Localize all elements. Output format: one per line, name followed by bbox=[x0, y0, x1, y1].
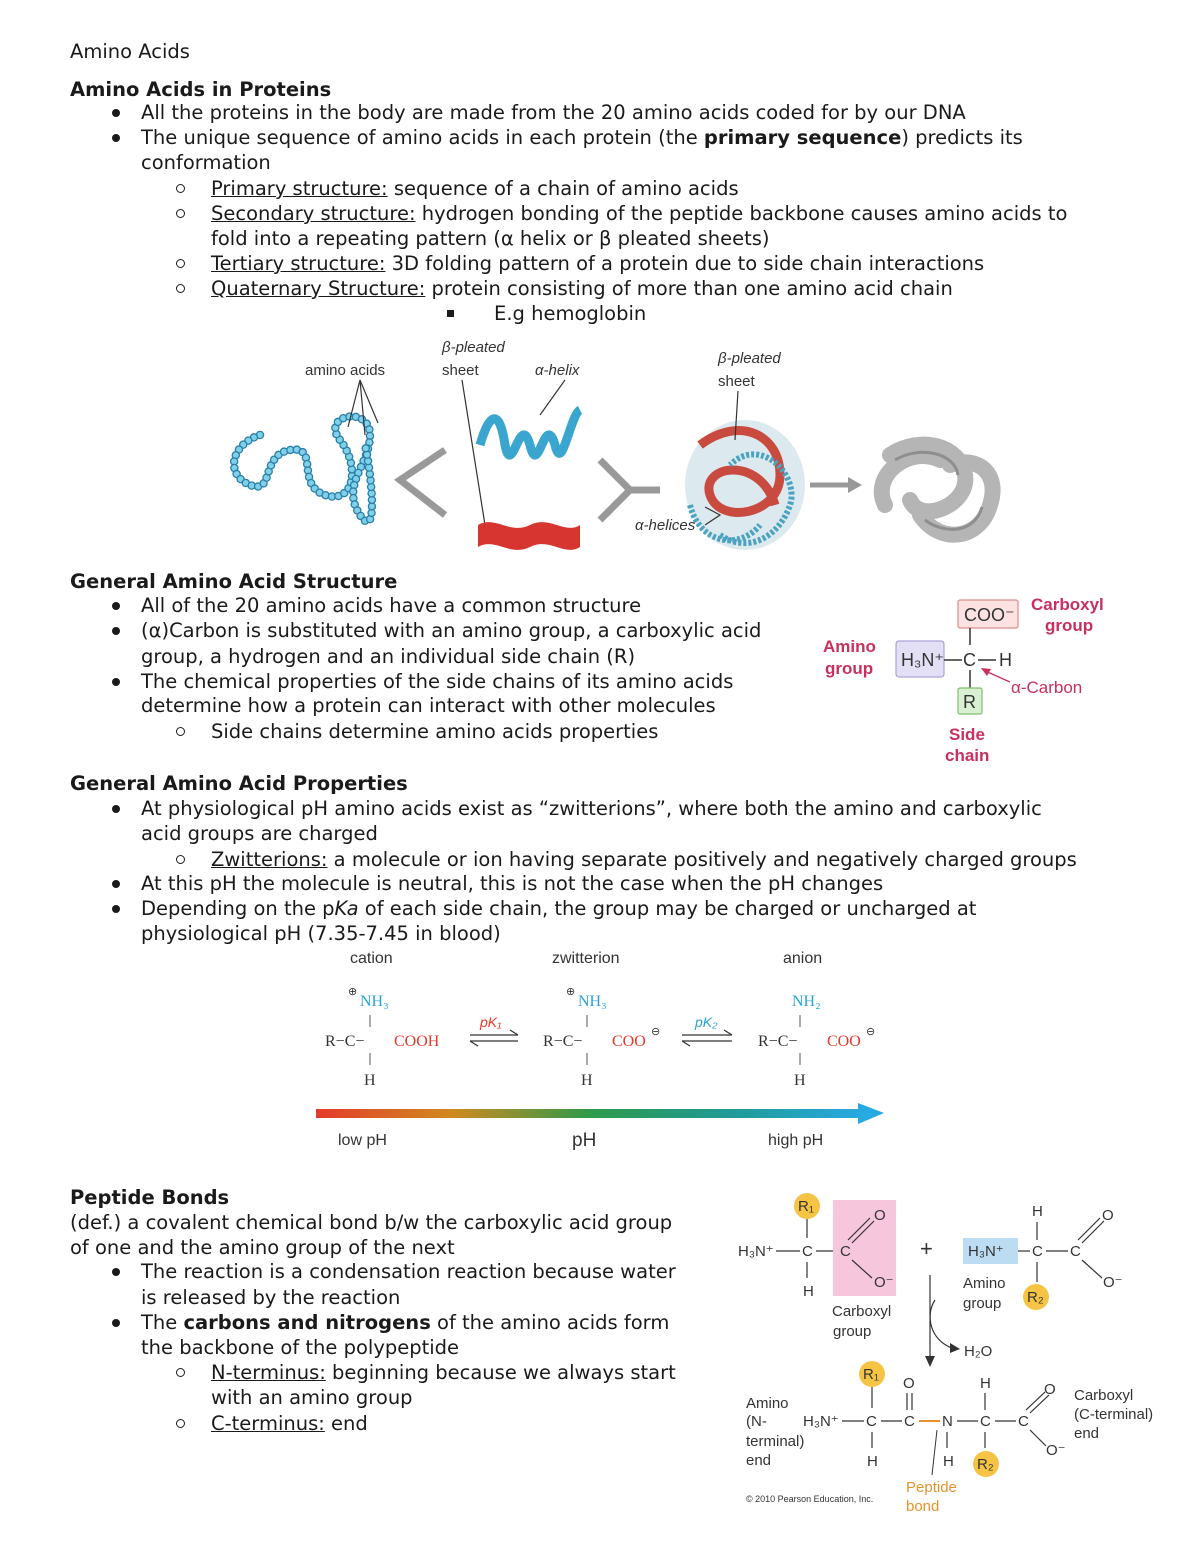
sub-item: Secondary structure: hydrogen bonding of the peptide backbone causes amino acids to bbox=[211, 202, 1068, 225]
svg-text:C: C bbox=[1032, 1243, 1043, 1260]
copyright-label: © 2010 Pearson Education, Inc. bbox=[746, 1494, 874, 1504]
list-item-cont: conformation bbox=[141, 151, 271, 174]
h-label: H bbox=[999, 650, 1012, 670]
svg-text:H: H bbox=[803, 1283, 814, 1300]
alpha-carbon-symbol: C bbox=[963, 650, 976, 670]
list-item: The reaction is a condensation reaction because water bbox=[141, 1260, 676, 1283]
bullet bbox=[112, 1319, 120, 1327]
svg-text:H: H bbox=[1032, 1203, 1043, 1220]
amino-acid-bead bbox=[362, 445, 369, 452]
anion-nh2: NH₂ bbox=[792, 993, 821, 1010]
carboxyl-group-label-2: group bbox=[833, 1323, 872, 1340]
amino-end-label-4: end bbox=[746, 1452, 772, 1469]
zwitterion-h: H bbox=[581, 1072, 593, 1089]
h2o-label: H₂O bbox=[964, 1343, 993, 1360]
r1-label-top: R₁ bbox=[798, 1198, 814, 1215]
ph-gradient-bar bbox=[316, 1109, 861, 1118]
zwitterion-rc: R−C− bbox=[543, 1033, 583, 1050]
anion-h: H bbox=[794, 1072, 806, 1089]
h3n-dipeptide: H₃N⁺ bbox=[803, 1413, 839, 1430]
sub-bullet bbox=[176, 184, 185, 193]
peptide-bond-figure bbox=[730, 1190, 1170, 1520]
alpha-helix-label: α-helix bbox=[535, 362, 580, 379]
side-chain-label-2: chain bbox=[945, 746, 990, 765]
carboxyl-label-1: Carboxyl bbox=[1031, 595, 1104, 614]
svg-text:C: C bbox=[1018, 1413, 1029, 1430]
svg-text:⊖: ⊖ bbox=[651, 1026, 661, 1038]
high-ph-label: high pH bbox=[768, 1132, 824, 1149]
h3n-second: H₃N⁺ bbox=[968, 1243, 1004, 1260]
amino-end-label-3: terminal) bbox=[746, 1433, 805, 1450]
sub-item: Side chains determine amino acids properties bbox=[211, 720, 659, 743]
svg-text:⊕: ⊕ bbox=[566, 986, 576, 998]
h3n-first: H₃N⁺ bbox=[738, 1243, 774, 1260]
carboxyl-end-label-1: Carboxyl bbox=[1074, 1387, 1134, 1404]
amino-acids-label: amino acids bbox=[305, 362, 386, 379]
section-heading-proteins: Amino Acids in Proteins bbox=[70, 78, 332, 101]
section-heading-properties: General Amino Acid Properties bbox=[70, 772, 408, 795]
beta-sheet-shape bbox=[478, 522, 580, 550]
bullet bbox=[112, 109, 120, 117]
beta-label-1b: sheet bbox=[442, 362, 479, 379]
list-item-cont: is released by the reaction bbox=[141, 1286, 401, 1309]
low-ph-label: low pH bbox=[338, 1132, 387, 1149]
sub-item: Tertiary structure: 3D folding pattern of a protein due to side chain interactions bbox=[211, 252, 985, 275]
list-item: All of the 20 amino acids have a common structure bbox=[141, 594, 642, 617]
alpha-helices-label: α-helices bbox=[635, 517, 696, 534]
coo-label: COO⁻ bbox=[964, 605, 1015, 625]
amino-label-1: Amino bbox=[823, 637, 876, 656]
beta-label-2b: sheet bbox=[718, 373, 755, 390]
list-item: The chemical properties of the side chains of its amino acids bbox=[141, 670, 734, 693]
carboxyl-label-2: group bbox=[1045, 616, 1094, 635]
zwitterion-coo: COO bbox=[612, 1033, 646, 1050]
amino-group-label-1: Amino bbox=[963, 1275, 1006, 1292]
list-item: The carbons and nitrogens of the amino acids form bbox=[141, 1311, 670, 1334]
amino-end-label-1: Amino bbox=[746, 1395, 789, 1412]
definition-line: (def.) a covalent chemical bond b/w the carboxylic acid group bbox=[70, 1211, 673, 1234]
pk2-label: pK₂ bbox=[695, 1014, 718, 1030]
list-item-cont: physiological pH (7.35-7.45 in blood) bbox=[141, 922, 501, 945]
section-heading-structure: General Amino Acid Structure bbox=[70, 570, 398, 593]
cation-nh3: NH₃ bbox=[360, 993, 389, 1010]
sub-item: Quaternary Structure: protein consisting of more than one amino acid chain bbox=[211, 277, 953, 300]
ph-forms-figure bbox=[310, 943, 900, 1153]
svg-text:C: C bbox=[1070, 1243, 1081, 1260]
side-chain-label-1: Side bbox=[949, 725, 985, 744]
h3n-label: H₃N⁺ bbox=[901, 650, 944, 670]
sub-bullet bbox=[176, 855, 185, 864]
svg-text:⊕: ⊕ bbox=[348, 986, 358, 998]
svg-text:O⁻: O⁻ bbox=[1103, 1274, 1123, 1291]
list-item: At this pH the molecule is neutral, this is not the case when the pH changes bbox=[141, 872, 884, 895]
anion-rc: R−C− bbox=[758, 1033, 798, 1050]
svg-text:N: N bbox=[942, 1413, 953, 1430]
sub-item: Zwitterions: a molecule or ion having separate positively and negatively charged groups bbox=[211, 848, 1077, 871]
r2-label-top: R₂ bbox=[1027, 1289, 1044, 1306]
r1-label-bottom: R₁ bbox=[863, 1366, 879, 1383]
amino-end-label-2: (N- bbox=[746, 1413, 767, 1430]
zwitterion-nh3: NH₃ bbox=[578, 993, 607, 1010]
sub-item: N-terminus: beginning because we always start bbox=[211, 1361, 676, 1384]
list-item: All the proteins in the body are made from the 20 amino acids coded for by our DNA bbox=[141, 101, 966, 124]
anion-label: anion bbox=[783, 950, 823, 967]
bullet bbox=[112, 134, 120, 142]
alpha-carbon-label: α-Carbon bbox=[1011, 678, 1083, 697]
bullet bbox=[112, 602, 120, 610]
sub-bullet bbox=[176, 259, 185, 268]
sub-bullet bbox=[176, 727, 185, 736]
list-item-cont: acid groups are charged bbox=[141, 822, 378, 845]
svg-text:O: O bbox=[874, 1207, 886, 1224]
peptide-bond-label-1: Peptide bbox=[906, 1479, 957, 1496]
plus-sign: + bbox=[920, 1236, 933, 1261]
svg-text:H: H bbox=[980, 1375, 991, 1392]
list-item: The unique sequence of amino acids in each protein (the primary sequence) predicts its bbox=[141, 126, 1023, 149]
beta-label-1: β-pleated bbox=[442, 339, 505, 356]
svg-text:⊖: ⊖ bbox=[866, 1026, 876, 1038]
list-item-cont: the backbone of the polypeptide bbox=[141, 1336, 460, 1359]
zwitterion-label: zwitterion bbox=[552, 950, 620, 967]
list-item-cont: group, a hydrogen and an individual side chain (R) bbox=[141, 645, 636, 668]
sub-bullet bbox=[176, 209, 185, 218]
ph-label: pH bbox=[572, 1130, 597, 1151]
svg-text:O: O bbox=[903, 1375, 915, 1392]
sub-item-cont: with an amino group bbox=[211, 1386, 413, 1409]
r2-label-bottom: R₂ bbox=[977, 1456, 994, 1473]
peptide-bond-label-2: bond bbox=[906, 1498, 940, 1515]
definition-line: of one and the amino group of the next bbox=[70, 1236, 455, 1259]
page-title: Amino Acids bbox=[70, 40, 190, 63]
section-heading-peptide: Peptide Bonds bbox=[70, 1186, 230, 1209]
bullet bbox=[112, 880, 120, 888]
bullet bbox=[112, 627, 120, 635]
pk1-label: pK₁ bbox=[480, 1014, 502, 1030]
r-label: R bbox=[963, 692, 976, 712]
svg-text:C: C bbox=[840, 1243, 851, 1260]
sub-bullet bbox=[176, 284, 185, 293]
carboxyl-group-label-1: Carboxyl bbox=[832, 1303, 892, 1320]
bullet bbox=[112, 905, 120, 913]
sub-item: Primary structure: sequence of a chain of amino acids bbox=[211, 177, 739, 200]
sub-bullet bbox=[176, 1419, 185, 1428]
carboxyl-end-label-2: (C-terminal) bbox=[1074, 1406, 1154, 1423]
svg-text:C: C bbox=[904, 1413, 915, 1430]
cation-rc: R−C− bbox=[325, 1033, 365, 1050]
sub-bullet bbox=[176, 1368, 185, 1377]
svg-text:C: C bbox=[980, 1413, 991, 1430]
svg-text:H: H bbox=[943, 1453, 954, 1470]
sub-sub-item: E.g hemoglobin bbox=[494, 302, 647, 325]
beta-label-2: β-pleated bbox=[718, 350, 781, 367]
alpha-helix-shape bbox=[480, 410, 580, 455]
list-item: Depending on the pKa of each side chain, the group may be charged or uncharged at bbox=[141, 897, 977, 920]
list-item: (α)Carbon is substituted with an amino group, a carboxylic acid bbox=[141, 619, 762, 642]
svg-text:O⁻: O⁻ bbox=[1046, 1442, 1066, 1459]
cation-label: cation bbox=[350, 950, 393, 967]
list-item: At physiological pH amino acids exist as “zwitterions”, where both the amino and carboxylic bbox=[141, 797, 1042, 820]
bullet bbox=[112, 1268, 120, 1276]
list-item-cont: determine how a protein can interact with other molecules bbox=[141, 694, 716, 717]
protein-structure-figure bbox=[220, 335, 1010, 570]
anion-coo: COO bbox=[827, 1033, 861, 1050]
cation-cooh: COOH bbox=[394, 1033, 440, 1050]
svg-text:C: C bbox=[802, 1243, 813, 1260]
sub-item: C-terminus: end bbox=[211, 1412, 368, 1435]
bullet bbox=[112, 678, 120, 686]
amino-group-label-2: group bbox=[963, 1295, 1002, 1312]
amino-label-2: group bbox=[825, 659, 874, 678]
cation-h: H bbox=[364, 1072, 376, 1089]
svg-text:H: H bbox=[867, 1453, 878, 1470]
svg-text:C: C bbox=[866, 1413, 877, 1430]
svg-text:O: O bbox=[1102, 1207, 1114, 1224]
bullet bbox=[112, 805, 120, 813]
svg-text:O: O bbox=[1044, 1381, 1056, 1398]
amino-acid-beads bbox=[231, 413, 376, 524]
tertiary-structure-shape bbox=[685, 420, 805, 550]
sub-sub-bullet bbox=[447, 310, 454, 317]
sub-item-cont: fold into a repeating pattern (α helix or β pleated sheets) bbox=[211, 227, 770, 250]
amino-acid-structure-figure bbox=[815, 590, 1125, 775]
svg-text:O⁻: O⁻ bbox=[874, 1274, 894, 1291]
carboxyl-end-label-3: end bbox=[1074, 1425, 1100, 1442]
